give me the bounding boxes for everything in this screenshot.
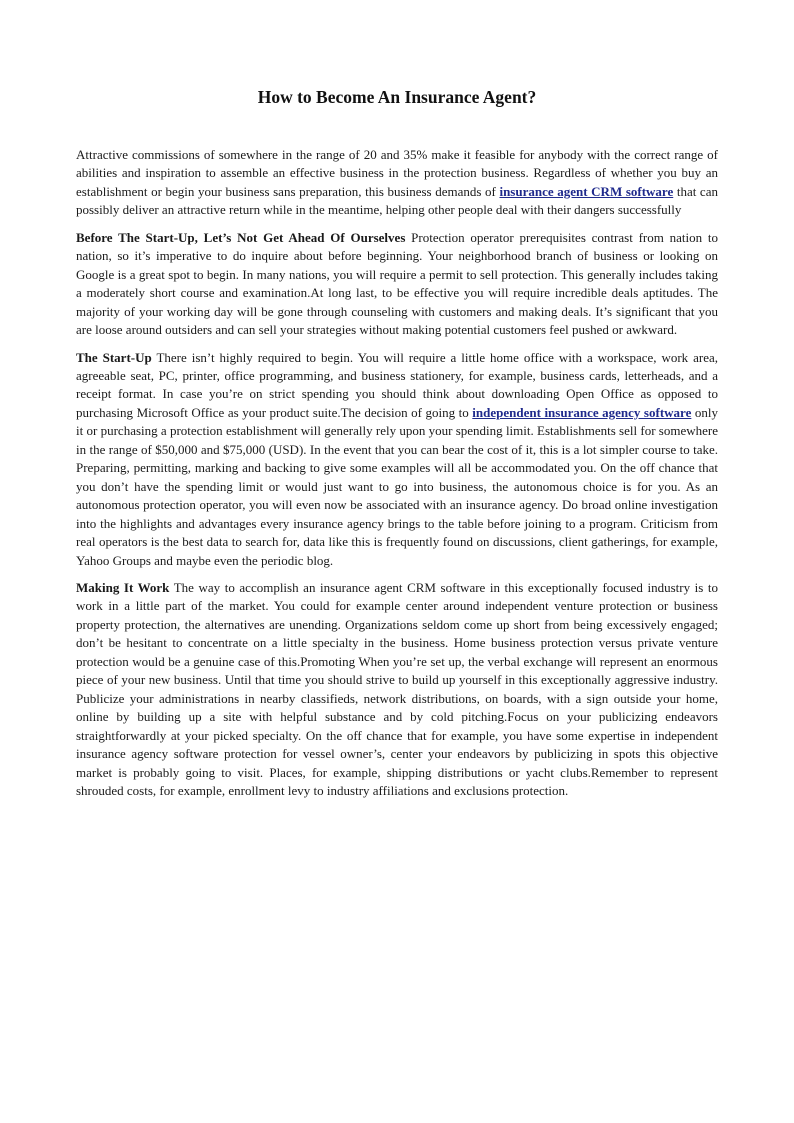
document-page [76,0,718,800]
intro-text-before: Attractive commissions of somewhere in the range of 20 and 35% make it feasible for anybody with the correct range of abilities and inspiration to assemble an effective business in the protection business. Regardless of whether you buy an establishment or begin your business sans preparation, this business demands of [76,147,718,199]
intro-text-after: that can possibly deliver an attractive return while in the meantime, helping other people deal with their dangers successfully [76,183,718,218]
section-heading-start-up: The Start-Up [76,349,152,365]
section-making-it-work [76,579,718,800]
section-body-start-up-before: There isn’t highly required to begin. You will require a little home office with a workspace, work area, agreeable seat, PC, printer, office programming, and business stationery, for example, business cards, letterheads, and a receipt format. In case you’re on strict spending you should think about downloading Open Office as opposed to purchasing Microsoft Office as your product suite.The decision of going to [76,349,719,420]
section-body-before-start-up: Protection operator prerequisites contrast from nation to nation, so it’s imperative to do inquire about before beginning. Your neighborhood branch of business or looking on Google is a great spot to begin. In many nations, you will require a permit to sell protection. This generally includes taking a moderately short course and examination.At long last, to be effective you will require incredible deals aptitudes. The majority of your working day will be gone through counseling with customers and making deals. It’s significant that you are loose around outsiders and can sell your strategies without making potential customers feel pushed or awkward. [76,229,718,338]
section-body-start-up-after: only it or purchasing a protection establishment will generally rely upon your spending limit. Establishments sell for somewhere in the range of $50,000 and $75,000 (USD). In the event that you can bear the cost of it, this is a lot simpler course to take. Preparing, permitting, marking and backing to give some examples will all be accommodated you. On the off chance that you don’t have the spending limit or would just want to go into business, the autonomous choice is for you. As an autonomous protection operator, you will even now be associated with an insurance agency. Do broad online investigation into the highlights and advantages every insurance agency brings to the table before joining to a program. Criticism from real operators is the best data to search for, data like this is frequently found on discussions, client gatherings, for example, Yahoo Groups and maybe even the periodic blog. [76,404,718,568]
insurance-agent-crm-link[interactable]: insurance agent CRM software [499,183,674,199]
section-start-up [76,349,718,570]
section-heading-before-start-up: Before The Start-Up, Let’s Not Get Ahead Of Ourselves [76,229,406,245]
section-heading-making-it-work: Making It Work [76,579,170,595]
section-body-making-it-work: The way to accomplish an insurance agent CRM software in this exceptionally focused industry is to work in a little part of the market. You could for example center around independent venture protection or business property protection, the alternatives are unending. Organizations seldom come up short from being excessively engaged; don’t be hesitant to concentrate on a little specialty in the business. Home business protection versus private venture protection would be a genuine case of this.Promoting When you’re set up, the verbal exchange will represent an enormous piece of your new business. Until that time you should strive to build up yourself in this exceptionally aggressive industry. Publicize your administrations in nearby classifieds, network distributions, on boards, with a sign outside your home, online by building up a site with helpful substance and by cold pitching.Focus on your publicizing endeavors straightforwardly at your picked specialty. On the off chance that for example, you have some expertise in independent insurance agency software protection for vessel owner’s, center your endeavors by publicizing in spots this objective market is probably going to visit. Places, for example, shipping distributions or yacht clubs.Remember to represent shrouded costs, for example, enrollment levy to industry affiliations and exclusions protection. [76,579,718,798]
page-title: How to Become An Insurance Agent? [257,87,537,107]
independent-insurance-agency-link[interactable]: independent insurance agency software [472,404,692,420]
section-before-start-up [76,229,718,340]
intro-paragraph [76,146,718,220]
